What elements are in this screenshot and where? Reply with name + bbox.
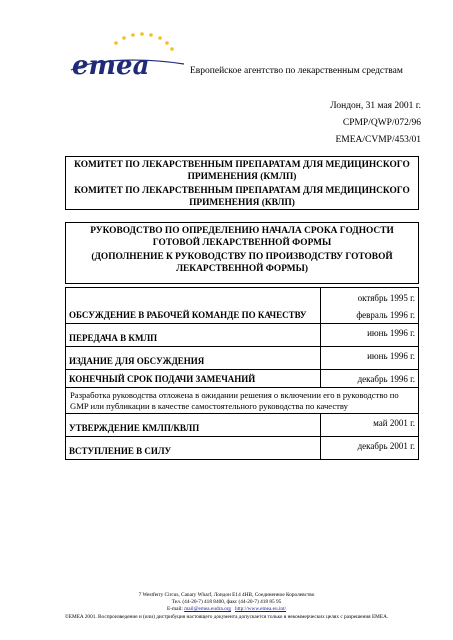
table-row — [66, 324, 419, 347]
stage-date-1: октябрь 1995 г. — [357, 293, 415, 303]
stages-table — [65, 287, 419, 460]
stage-date: июнь 1996 г. — [321, 324, 419, 347]
footer-contacts — [0, 606, 453, 613]
stage-label: ПЕРЕДАЧА В КМЛП — [66, 324, 321, 347]
agency-name: Европейское агентство по лекарственным средствам — [190, 66, 403, 76]
website-link[interactable]: http://www.emea.eu.int/ — [235, 606, 287, 613]
guideline-subtitle: (ДОПОЛНЕНИЕ К РУКОВОДСТВУ ПО ПРОИЗВОДСТВУ ГОТОВОЙ ЛЕКАРСТВЕННОЙ ФОРМЫ) — [91, 252, 393, 274]
emea-logo — [66, 28, 186, 82]
reference-cpmp: CPMP/QWP/072/96 — [342, 118, 421, 128]
table-row — [66, 347, 419, 370]
footer-copyright: ©EMEA 2001. Воспроизведение и (или) дистрибуция настоящего документа допускается только в некоммерческих целях с разрешения EMEA. — [64, 613, 389, 620]
footer — [0, 592, 453, 621]
table-row — [66, 437, 419, 460]
footer-phone: Тел. (44-20-7) 418 8400, факс (44-20-7) 418 85 95 — [171, 599, 282, 606]
stage-date-2: февраль 1996 г. — [356, 310, 415, 320]
table-row — [66, 414, 419, 437]
stage-note: Разработка руководства отложена в ожидании решения о включении его в руководство по GMP или публикации в качестве самостоятельного руководства по качеству — [66, 388, 419, 414]
place-date: Лондон, 31 мая 2001 г. — [330, 101, 421, 111]
table-row — [66, 370, 419, 388]
reference-cvmp: EMEA/CVMP/453/01 — [335, 135, 421, 145]
table-row — [66, 288, 419, 324]
logo-text: emea — [72, 51, 150, 81]
committee-box — [65, 156, 419, 210]
document-meta — [330, 98, 421, 149]
stage-date: июнь 1996 г. — [321, 347, 419, 370]
table-row — [66, 388, 419, 414]
stage-label: УТВЕРЖДЕНИЕ КМЛП/КВЛП — [66, 414, 321, 437]
committee-cpmp: КОМИТЕТ ПО ЛЕКАРСТВЕННЫМ ПРЕПАРАТАМ ДЛЯ МЕДИЦИНСКОГО ПРИМЕНЕНИЯ (КМЛП) — [74, 160, 410, 182]
star-icon — [114, 32, 174, 51]
stage-date — [321, 288, 419, 324]
stage-label: ИЗДАНИЕ ДЛЯ ОБСУЖДЕНИЯ — [66, 347, 321, 370]
committee-cvmp: КОМИТЕТ ПО ЛЕКАРСТВЕННЫМ ПРЕПАРАТАМ ДЛЯ МЕДИЦИНСКОГО ПРИМЕНЕНИЯ (КВЛП) — [74, 186, 410, 208]
stage-label: ВСТУПЛЕНИЕ В СИЛУ — [66, 437, 321, 460]
stage-label: КОНЕЧНЫЙ СРОК ПОДАЧИ ЗАМЕЧАНИЙ — [66, 370, 321, 388]
stage-date: май 2001 г. — [321, 414, 419, 437]
stage-date: декабрь 1996 г. — [321, 370, 419, 388]
stage-date: декабрь 2001 г. — [321, 437, 419, 460]
guideline-title: РУКОВОДСТВО ПО ОПРЕДЕЛЕНИЮ НАЧАЛА СРОКА ГОДНОСТИ ГОТОВОЙ ЛЕКАРСТВЕННОЙ ФОРМЫ — [90, 226, 394, 248]
email-prefix: E-mail: — [166, 606, 183, 613]
email-link[interactable]: mail@emea.eudra.org — [184, 606, 232, 613]
guideline-title-box — [65, 222, 419, 284]
stage-label: ОБСУЖДЕНИЕ В РАБОЧЕЙ КОМАНДЕ ПО КАЧЕСТВУ — [66, 288, 321, 324]
footer-address: 7 Westferry Circus, Canary Wharf, Лондон E14 4HB, Соединенное Королевство — [138, 592, 315, 598]
